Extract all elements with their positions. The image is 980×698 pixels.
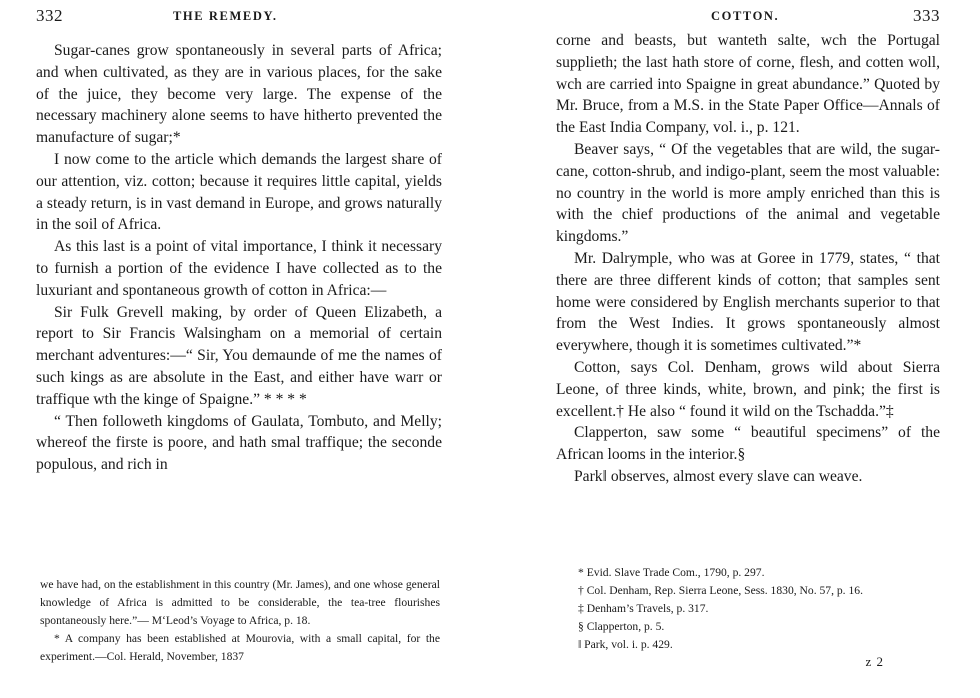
right-body-text xyxy=(556,30,940,488)
running-title: COTTON. xyxy=(711,9,780,23)
running-title: THE REMEDY. xyxy=(173,9,278,23)
paragraph: Sugar-canes grow spontaneously in several parts of Africa; and when cultivated, as they are in various places, for the sake of the juice, they become very large. The expense of the necessary machinery alone seems to have hitherto prevented the manufacture of sugar;* xyxy=(36,42,442,147)
footnote: * A company has been established at Mourovia, with a small capital, for the experiment.—Col. Herald, November, 1837 xyxy=(40,632,440,663)
paragraph: Sir Fulk Grevell making, by order of Queen Elizabeth, a report to Sir Francis Walsingham on a memorial of certain merchant adventures:—“ Sir, You demaunde of me the names of such kings as are absolute in the East, and either have warr or traffique wth the kinge of Spaigne.” * * * * xyxy=(36,303,442,408)
footnote: we have had, on the establishment in this country (Mr. James), and one whose general knowledge of Africa is admitted to be considerable, the tea-tree flourishes spontaneously here.”— M‘Leod’s Voyage to Africa, p. 18. xyxy=(40,578,440,627)
footnote: ‡ Denham’s Travels, p. 317. xyxy=(578,602,709,615)
left-footnotes xyxy=(40,576,440,666)
paragraph: As this last is a point of vital importance, I think it necessary to furnish a portion of the evidence I have collected as to the luxuriant and spontaneous growth of cotton in Africa:— xyxy=(36,238,442,299)
signature-mark: z 2 xyxy=(865,654,884,669)
paragraph: Beaver says, “ Of the vegetables that are wild, the sugar-cane, cotton-shrub, and indigo-plant, seem the most valuable: no country in the world is more amply enriched than this is with the chief productions of the animal and vegetable kingdoms.” xyxy=(556,140,940,246)
paragraph: Clapperton, saw some “ beautiful specimens” of the African looms in the interior.§ xyxy=(556,424,940,464)
footnote: § Clapperton, p. 5. xyxy=(578,620,665,633)
footnote: ‖ Park, vol. i. p. 429. xyxy=(578,638,673,651)
footnote: * Evid. Slave Trade Com., 1790, p. 297. xyxy=(578,566,765,579)
paragraph: Park‖ observes, almost every slave can weave. xyxy=(574,467,863,485)
right-footnotes xyxy=(578,564,944,654)
paragraph: I now come to the article which demands the largest share of our attention, viz. cotton; because it requires little capital, yields a steady return, is in vast demand in Europe, and grows naturally in the soil of Africa. xyxy=(36,150,442,234)
right-page-header xyxy=(556,0,940,30)
page-number: 333 xyxy=(913,6,940,25)
footnote: † Col. Denham, Rep. Sierra Leone, Sess. 1830, No. 57, p. 16. xyxy=(578,584,863,597)
left-page-header xyxy=(36,0,442,30)
page-number: 332 xyxy=(36,6,63,25)
paragraph: “ Then followeth kingdoms of Gaulata, Tombuto, and Melly; whereof the firste is poore, and hath smal traffique; the seconde populous, and rich in xyxy=(36,412,442,474)
left-body-text xyxy=(36,40,442,476)
paragraph: corne and beasts, but wanteth salte, wch the Portugal supplieth; the last hath store of corne, flesh, and cotten woll, wch are carried into Spaigne in great abundance.” Quoted by Mr. Bruce, from a M.S. in the State Paper Office—Annals of the East India Company, vol. i., p. 121. xyxy=(556,32,940,137)
paragraph: Cotton, says Col. Denham, grows wild about Sierra Leone, of three kinds, white, brown, and pink; the first is excellent.† He also “ found it wild on the Tschadda.”‡ xyxy=(556,358,940,420)
paragraph: Mr. Dalrymple, who was at Goree in 1779, states, “ that there are three different kinds of cotton; that samples sent home were considered by English merchants superior to that from the West Indies. It grows spontaneously almost everywhere, though it is sometimes cultivated.”* xyxy=(556,249,940,355)
